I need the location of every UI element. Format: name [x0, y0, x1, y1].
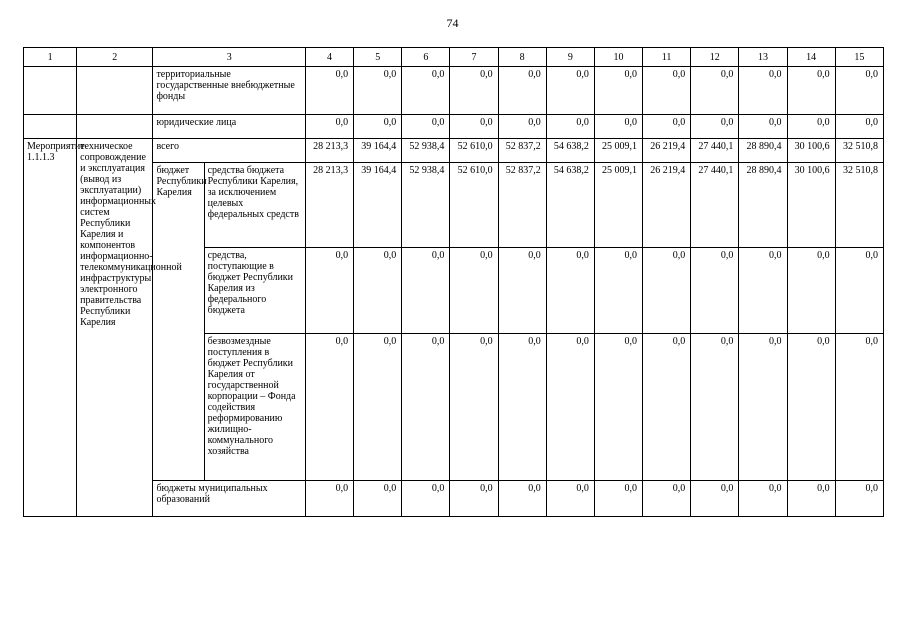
value-cell: 26 219,4 — [643, 163, 691, 248]
value-cell: 0,0 — [354, 334, 402, 481]
value-cell: 0,0 — [835, 334, 883, 481]
measure-id: Мероприятие 1.1.1.3 — [24, 139, 77, 517]
value-cell: 0,0 — [835, 67, 883, 115]
value-cell: 27 440,1 — [691, 139, 739, 163]
budget-group-label: бюджет Республики Карелия — [153, 163, 204, 481]
value-cell: 52 837,2 — [498, 163, 546, 248]
value-cell: 0,0 — [402, 67, 450, 115]
value-cell: 0,0 — [498, 115, 546, 139]
value-cell: 54 638,2 — [546, 163, 594, 248]
value-cell: 52 837,2 — [498, 139, 546, 163]
value-cell: 32 510,8 — [835, 139, 883, 163]
value-cell: 54 638,2 — [546, 139, 594, 163]
value-cell: 0,0 — [305, 334, 353, 481]
value-cell: 0,0 — [546, 334, 594, 481]
value-cell: 39 164,4 — [354, 139, 402, 163]
column-number: 5 — [354, 48, 402, 67]
value-cell: 28 213,3 — [305, 139, 353, 163]
value-cell: 0,0 — [691, 481, 739, 517]
value-cell: 30 100,6 — [787, 163, 835, 248]
column-number: 9 — [546, 48, 594, 67]
value-cell: 0,0 — [354, 248, 402, 334]
value-cell: 0,0 — [739, 248, 787, 334]
empty-cell — [77, 67, 153, 115]
value-cell: 0,0 — [546, 248, 594, 334]
value-cell: 0,0 — [546, 67, 594, 115]
value-cell: 0,0 — [354, 481, 402, 517]
value-cell: 0,0 — [594, 334, 642, 481]
value-cell: 0,0 — [305, 115, 353, 139]
value-cell: 0,0 — [305, 67, 353, 115]
value-cell: 0,0 — [546, 115, 594, 139]
value-cell: 0,0 — [594, 67, 642, 115]
measure-name: техническое сопровождение и эксплуатация (вывод из эксплуатации) информационных систем Республики Карелия и компонентов информационно-телекоммуникационной инфраструктуры электронного правительства Республики Карелия — [77, 139, 153, 517]
value-cell: 0,0 — [498, 67, 546, 115]
table-row — [24, 139, 884, 163]
source-label: средства бюджета Республики Карелия, за исключением целевых федеральных средств — [204, 163, 305, 248]
column-number: 8 — [498, 48, 546, 67]
table-row — [24, 481, 884, 517]
value-cell: 0,0 — [498, 248, 546, 334]
value-cell: 0,0 — [305, 481, 353, 517]
column-number-row — [24, 48, 884, 67]
value-cell: 0,0 — [691, 248, 739, 334]
source-label: безвозмездные поступления в бюджет Республики Карелия от государственной корпорации – Фонда содействия реформированию жилищно-коммунального хозяйства — [204, 334, 305, 481]
value-cell: 25 009,1 — [594, 163, 642, 248]
value-cell: 0,0 — [787, 115, 835, 139]
value-cell: 0,0 — [739, 334, 787, 481]
value-cell: 0,0 — [402, 248, 450, 334]
source-label: территориальные государственные внебюджетные фонды — [153, 67, 306, 115]
value-cell: 0,0 — [450, 67, 498, 115]
value-cell: 27 440,1 — [691, 163, 739, 248]
value-cell: 0,0 — [643, 334, 691, 481]
source-label: бюджеты муниципальных образований — [153, 481, 306, 517]
value-cell: 0,0 — [739, 481, 787, 517]
value-cell: 0,0 — [739, 67, 787, 115]
value-cell: 0,0 — [787, 67, 835, 115]
value-cell: 0,0 — [498, 334, 546, 481]
value-cell: 0,0 — [450, 115, 498, 139]
column-number: 13 — [739, 48, 787, 67]
value-cell: 0,0 — [594, 481, 642, 517]
value-cell: 52 610,0 — [450, 139, 498, 163]
column-number: 11 — [643, 48, 691, 67]
value-cell: 0,0 — [354, 115, 402, 139]
value-cell: 28 890,4 — [739, 139, 787, 163]
value-cell: 0,0 — [835, 248, 883, 334]
page-number: 74 — [446, 16, 459, 30]
source-label: юридические лица — [153, 115, 306, 139]
value-cell: 30 100,6 — [787, 139, 835, 163]
source-label: всего — [153, 139, 306, 163]
empty-cell — [77, 115, 153, 139]
value-cell: 0,0 — [787, 334, 835, 481]
value-cell: 52 610,0 — [450, 163, 498, 248]
table-row — [24, 67, 884, 115]
value-cell: 25 009,1 — [594, 139, 642, 163]
column-number: 1 — [24, 48, 77, 67]
value-cell: 0,0 — [594, 248, 642, 334]
column-number: 14 — [787, 48, 835, 67]
value-cell: 0,0 — [739, 115, 787, 139]
value-cell: 0,0 — [305, 248, 353, 334]
empty-cell — [24, 67, 77, 115]
column-number: 4 — [305, 48, 353, 67]
value-cell: 0,0 — [835, 115, 883, 139]
value-cell: 0,0 — [450, 481, 498, 517]
budget-table — [23, 47, 884, 517]
value-cell: 0,0 — [691, 115, 739, 139]
table-row — [24, 115, 884, 139]
value-cell: 39 164,4 — [354, 163, 402, 248]
value-cell: 0,0 — [450, 334, 498, 481]
value-cell: 0,0 — [643, 115, 691, 139]
value-cell: 0,0 — [402, 115, 450, 139]
value-cell: 0,0 — [594, 115, 642, 139]
value-cell: 0,0 — [643, 67, 691, 115]
column-number: 3 — [153, 48, 306, 67]
value-cell: 28 890,4 — [739, 163, 787, 248]
value-cell: 0,0 — [354, 67, 402, 115]
value-cell: 52 938,4 — [402, 139, 450, 163]
empty-cell — [24, 115, 77, 139]
column-number: 7 — [450, 48, 498, 67]
column-number: 10 — [594, 48, 642, 67]
column-number: 2 — [77, 48, 153, 67]
value-cell: 0,0 — [450, 248, 498, 334]
source-label: средства, поступающие в бюджет Республики Карелия из федерального бюджета — [204, 248, 305, 334]
value-cell: 0,0 — [691, 67, 739, 115]
column-number: 6 — [402, 48, 450, 67]
value-cell: 0,0 — [643, 248, 691, 334]
value-cell: 0,0 — [691, 334, 739, 481]
value-cell: 28 213,3 — [305, 163, 353, 248]
value-cell: 0,0 — [835, 481, 883, 517]
value-cell: 0,0 — [402, 334, 450, 481]
value-cell: 0,0 — [498, 481, 546, 517]
value-cell: 0,0 — [787, 248, 835, 334]
value-cell: 0,0 — [787, 481, 835, 517]
value-cell: 52 938,4 — [402, 163, 450, 248]
value-cell: 0,0 — [546, 481, 594, 517]
value-cell: 0,0 — [402, 481, 450, 517]
column-number: 12 — [691, 48, 739, 67]
value-cell: 26 219,4 — [643, 139, 691, 163]
column-number: 15 — [835, 48, 883, 67]
value-cell: 32 510,8 — [835, 163, 883, 248]
value-cell: 0,0 — [643, 481, 691, 517]
